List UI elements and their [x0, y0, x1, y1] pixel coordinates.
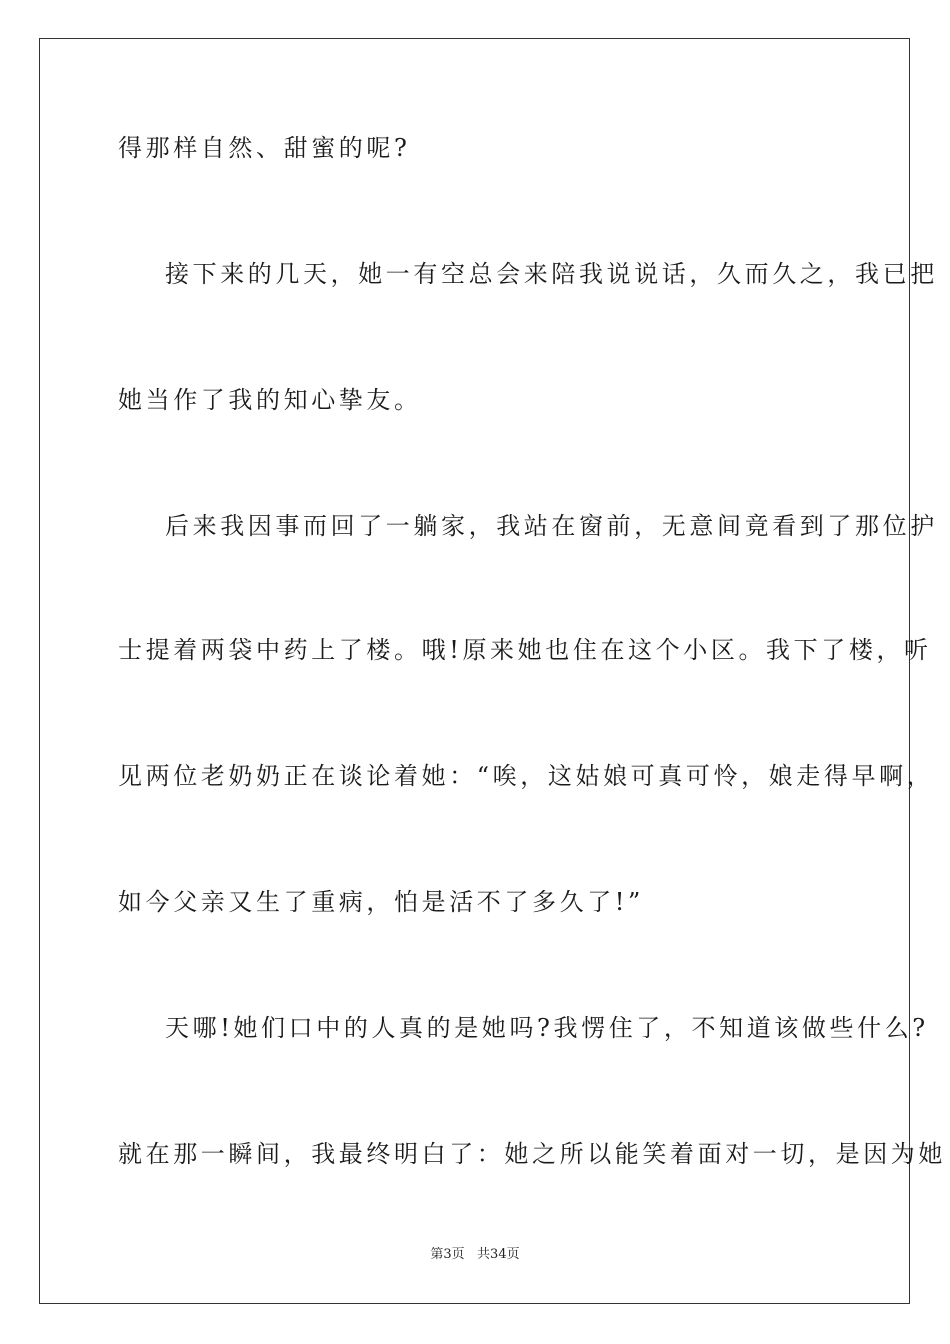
page-number-footer: 第3页 共34页	[430, 1247, 520, 1262]
text-line-8: 天哪!她们口中的人真的是她吗?我愣住了，不知道该做些什么?	[165, 1014, 929, 1042]
text-line-2: 接下来的几天，她一有空总会来陪我说说话，久而久之，我已把	[165, 260, 938, 288]
text-line-3: 她当作了我的知心挚友。	[118, 386, 422, 414]
text-line-5: 士提着两袋中药上了楼。哦!原来她也住在这个小区。我下了楼，听	[118, 636, 932, 664]
text-line-1: 得那样自然、甜蜜的呢?	[118, 134, 411, 162]
text-line-4: 后来我因事而回了一躺家，我站在窗前，无意间竟看到了那位护	[165, 512, 938, 540]
text-line-7: 如今父亲又生了重病，怕是活不了多久了!”	[118, 888, 644, 916]
text-line-9: 就在那一瞬间，我最终明白了：她之所以能笑着面对一切，是因为她	[118, 1140, 946, 1168]
page-border	[39, 38, 946, 1304]
text-line-6: 见两位老奶奶正在谈论着她：“唉，这姑娘可真可怜，娘走得早啊，	[118, 762, 935, 790]
